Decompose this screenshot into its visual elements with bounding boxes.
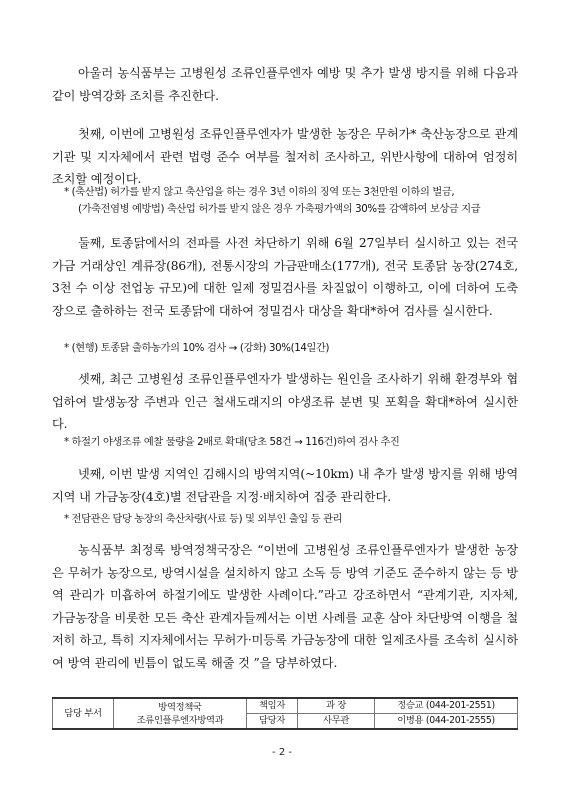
note-second: * (현행) 토종닭 출하농가의 10% 검사 → (강화) 30%(14일간) (64, 343, 330, 354)
paragraph-second: 둘째, 토종닭에서의 전파를 사전 차단하기 위해 6월 27일부터 실시하고 있는 전국 가금 거래상인 계류장(86개), 전통시장의 가금판매소(177개), 전국 토종닭 농장(274호, 3천 수 이상 전업농 규모)에 대한 일제 정밀검사를 차질없이 이행하고, 이에 더하여 도축장으로 출하하는 전국 토종닭에 대하여 정밀검사 대상을 확대*하여 검사를 실시한다. (52, 236, 518, 318)
paragraph-quote: 농식품부 최정록 방역정책국장은 “이번에 고병원성 조류인플루엔자가 발생한 농장은 무허가 농장으로, 방역시설을 설치하지 않고 소독 등 방역 기준도 준수하지 않는 등 방역 관리가 미흡하여 하절기에도 발생한 사례이다.”라고 강조하면서 “관계기관, 지자체, 가금농장을 비롯한 모든 축산 관계자들께서는 이번 사례를 교훈 삼아 차단방역 이행을 철저히 하고, 특히 지자체에서는 무허가·미등록 가금농장에 대한 일제조사를 조속히 실시하여 방역 관리에 빈틈이 없도록 해줄 것 ”을 당부하였다. (52, 543, 518, 670)
department-bureau: 방역정책국 (158, 701, 202, 713)
contact-department (114, 698, 247, 729)
contact-role: 책임자 (247, 698, 298, 714)
contact-person: 정승교 (044-201-2551) (375, 698, 518, 714)
paragraph-first: 첫째, 이번에 고병원성 조류인플루엔자가 발생한 농장은 무허가* 축산농장으로 관계기관 및 지자체에서 관련 법령 준수 여부를 철저히 조사하고, 위반사항에 대하여 엄정히 조치할 예정이다. (52, 127, 518, 186)
contact-position: 사무관 (298, 714, 375, 730)
contact-label: 담당 부서 (53, 698, 114, 729)
page-number: - 2 - (272, 747, 292, 758)
paragraph-fourth: 넷째, 이번 발생 지역인 김해시의 방역지역(~10km) 내 추가 발생 방지를 위해 방역지역 내 가금농장(4호)별 전담관을 지정·배치하여 집중 관리한다. (52, 467, 518, 504)
contact-position: 과 장 (298, 698, 375, 714)
contact-person: 이병용 (044-201-2555) (375, 714, 518, 730)
note-fourth: * 전담관은 담당 농장의 축산차량(사료 등) 및 외부인 출입 등 관리 (64, 514, 343, 525)
note-first (64, 184, 524, 218)
note-first-line-2: (가축전염병 예방법) 축산업 허가를 받지 않은 경우 가축평가액의 30%를 감액하여 보상금 지급 (78, 204, 481, 215)
department-division: 조류인플루엔자방역과 (136, 714, 224, 726)
note-third: * 하절기 야생조류 예찰 물량을 2배로 확대(당초 58건 → 116건)하여 검사 추진 (64, 437, 400, 448)
note-first-line-1: * (축산법) 허가를 받지 않고 축산업을 하는 경우 3년 이하의 징역 또는 3천만원 이하의 벌금, (64, 187, 455, 198)
contact-table (52, 697, 518, 730)
contact-row (53, 698, 518, 714)
contact-role: 담당자 (247, 714, 298, 730)
paragraph-intro: 아울러 농식품부는 고병원성 조류인플루엔자 예방 및 추가 발생 방지를 위해 다음과 같이 방역강화 조치를 추진한다. (52, 66, 518, 103)
paragraph-third: 셋째, 최근 고병원성 조류인플루엔자가 발생하는 원인을 조사하기 위해 환경부와 협업하여 발생농장 주변과 인근 철새도래지의 야생조류 분변 및 포획을 확대*하여 실시한다. (52, 372, 518, 431)
